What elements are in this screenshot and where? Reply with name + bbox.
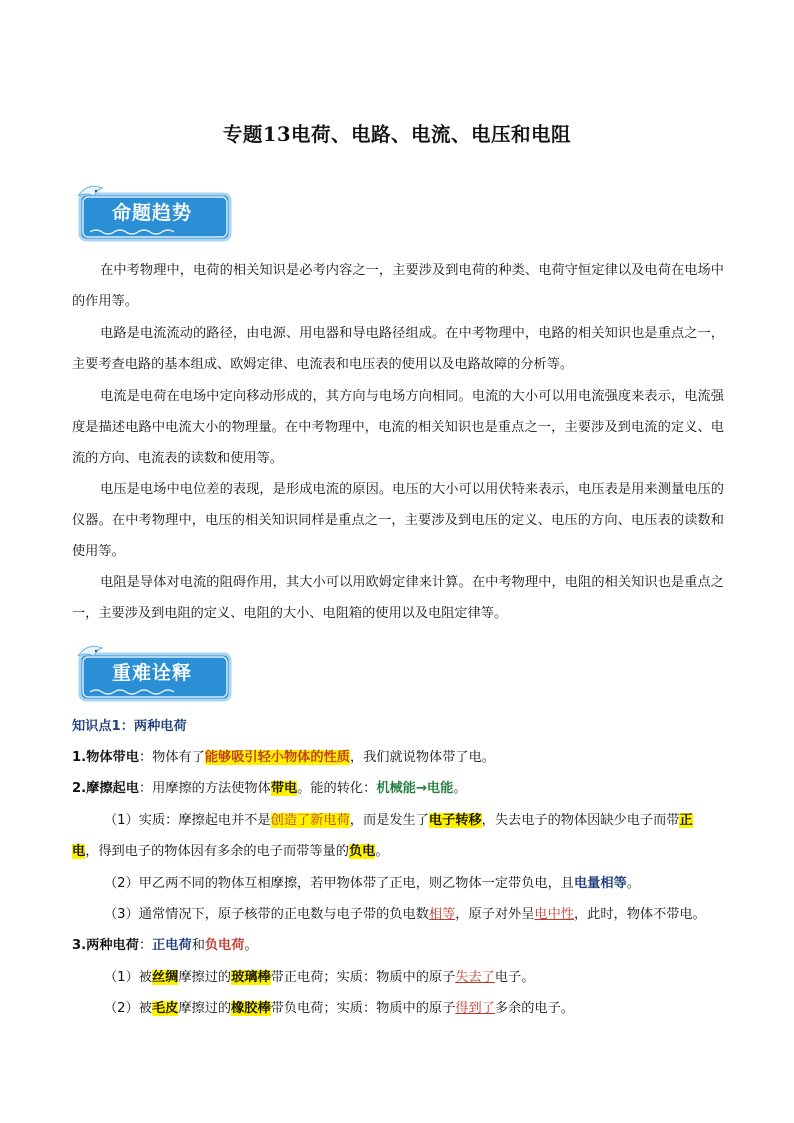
paragraph-charge: 在中考物理中，电荷的相关知识是必考内容之一，主要涉及到电荷的种类、电荷守恒定律以及电荷在电场中的作用等。 bbox=[72, 263, 724, 309]
paragraph-current: 电流是电荷在电场中定向移动形成的，其方向与电场方向相同。电流的大小可以用电流强度来表示，电流强度是描述电路中电流大小的物理量。在中考物理中，电流的相关知识也是重点之一，主要涉及到电流的定义、电流的方向、电流表的读数和使用等。 bbox=[72, 389, 724, 466]
kp-line-3: （1）实质：摩擦起电并不是创造了新电荷，而是发生了电子转移，失去电子的物体因缺少电子而带正 bbox=[104, 813, 693, 828]
paragraph-voltage: 电压是电场中电位差的表现，是形成电流的原因。电压的大小可以用伏特来表示，电压表是用来测量电压的仪器。在中考物理中，电压的相关知识同样是重点之一，主要涉及到电压的定义、电压的方向、电压表的读数和使用等。 bbox=[72, 482, 724, 559]
section-banner-trend bbox=[72, 182, 240, 246]
kp-line-9: （2）被毛皮摩擦过的橡胶棒带负电荷；实质：物质中的原子得到了多余的电子。 bbox=[104, 1001, 574, 1016]
banner-title: 重难诠释 bbox=[111, 662, 192, 684]
kp-line-5: （2）甲乙两不同的物体互相摩擦，若甲物体带了正电，则乙物体一定带负电，且电量相等。 bbox=[104, 876, 640, 891]
knowledge-point-heading: 知识点1：两种电荷 bbox=[72, 719, 187, 734]
kp-line-8: （1）被丝绸摩擦过的玻璃棒带正电荷；实质：物质中的原子失去了电子。 bbox=[104, 970, 535, 985]
paragraph-resistance: 电阻是导体对电流的阻碍作用，其大小可以用欧姆定律来计算。在中考物理中，电阻的相关知识也是重点之一，主要涉及到电阻的定义、电阻的大小、电阻箱的使用以及电阻定律等。 bbox=[72, 575, 724, 621]
banner-title: 命题趋势 bbox=[111, 202, 192, 224]
page-title: 专题13电荷、电路、电流、电压和电阻 bbox=[222, 123, 572, 146]
kp-line-1: 1.物体带电：物体有了能够吸引轻小物体的性质，我们就说物体带了电。 bbox=[72, 750, 495, 765]
paragraph-circuit: 电路是电流流动的路径，由电源、用电器和导电路径组成。在中考物理中，电路的相关知识也是重点之一，主要考查电路的基本组成、欧姆定律、电流表和电压表的使用以及电路故障的分析等。 bbox=[72, 326, 724, 372]
kp-line-6: （3）通常情况下，原子核带的正电数与电子带的负电数相等，原子对外呈电中性，此时，物体不带电。 bbox=[104, 907, 706, 922]
kp-line-7: 3.两种电荷：正电荷和负电荷。 bbox=[72, 938, 258, 953]
section-banner-key-points bbox=[72, 642, 240, 706]
kp-line-4: 电，得到电子的物体因有多余的电子而带等量的负电。 bbox=[72, 844, 389, 859]
kp-line-2: 2.摩擦起电：用摩擦的方法使物体带电。能的转化：机械能→电能。 bbox=[72, 781, 467, 796]
